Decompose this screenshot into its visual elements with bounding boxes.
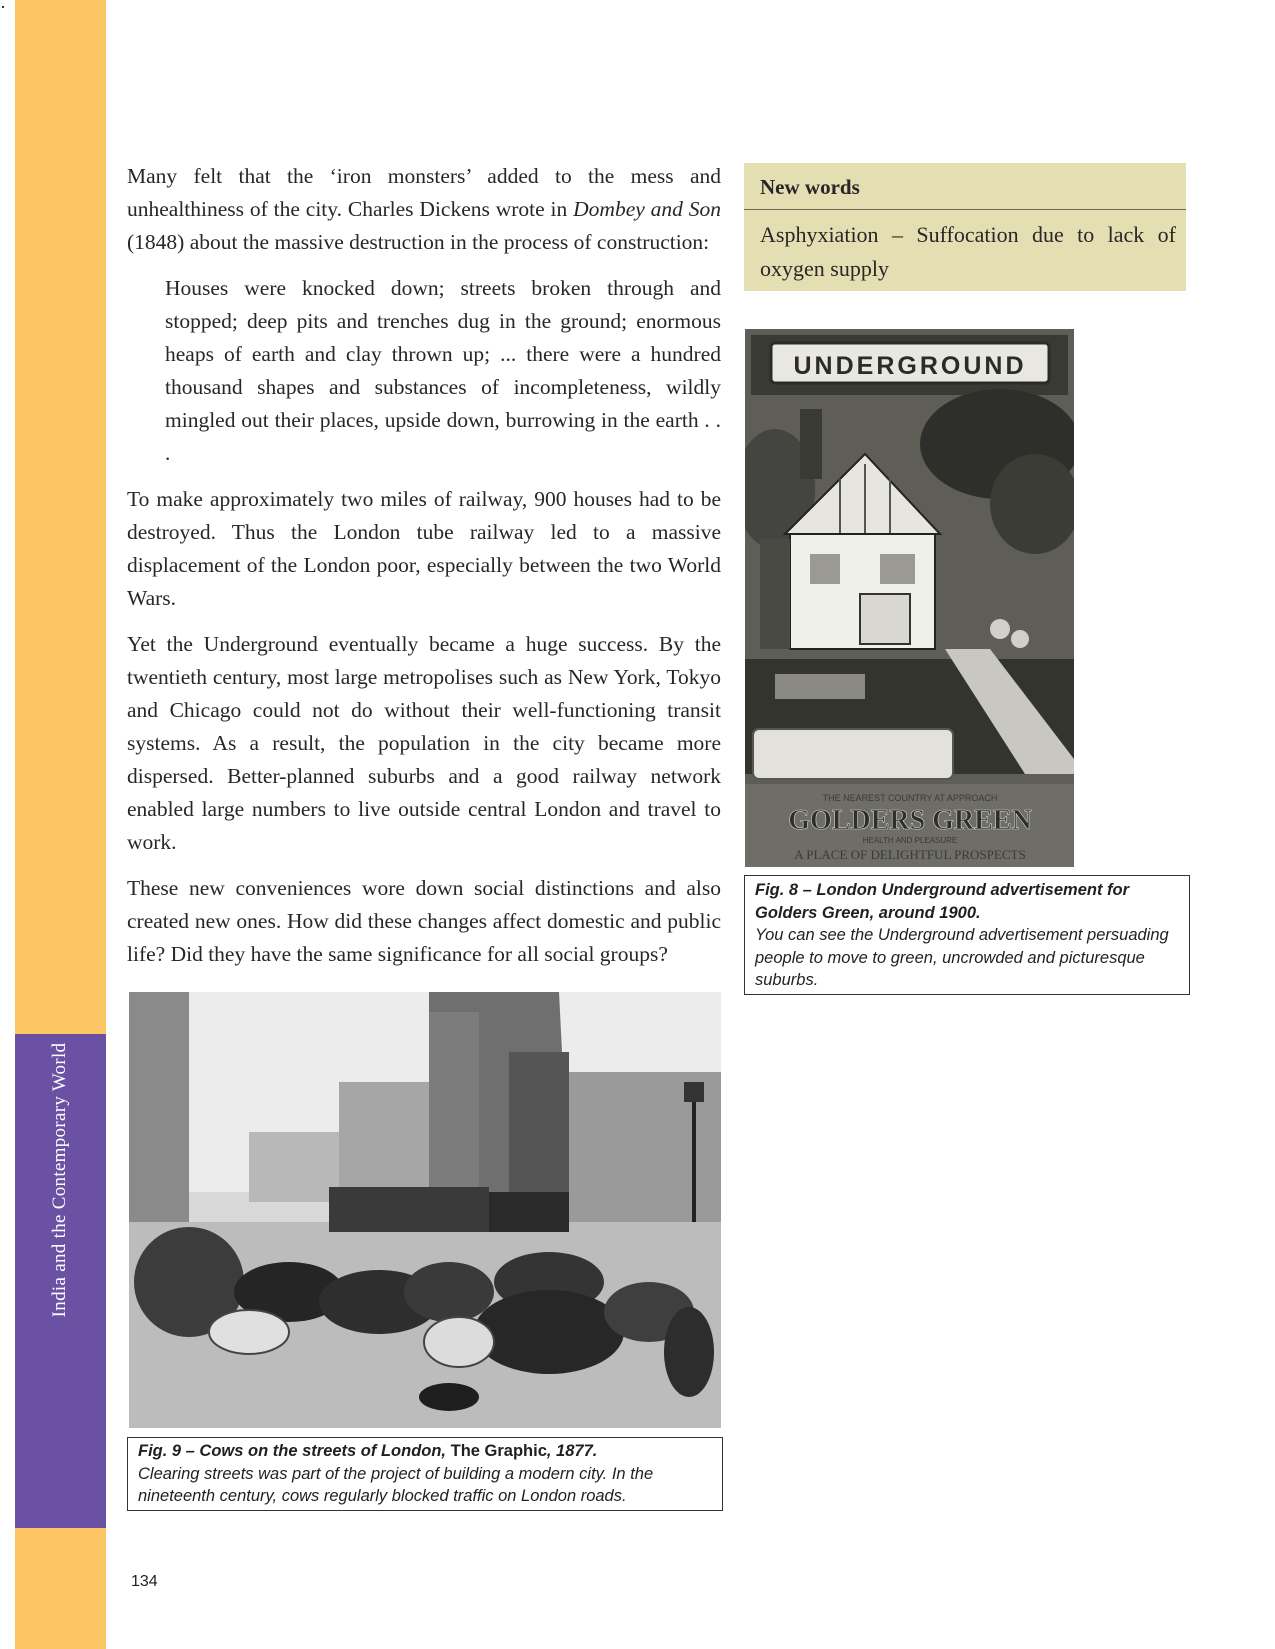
fig8-underground-poster — [745, 329, 1074, 867]
new-words-divider — [744, 209, 1186, 210]
poster-sub-line: HEALTH AND PLEASURE — [862, 836, 958, 845]
new-words-heading: New words — [760, 175, 860, 199]
fig8-illustration — [745, 329, 1074, 867]
fig8-caption-text — [755, 924, 1181, 992]
paragraph-1-end: (1848) about the massive destruction in the process of construction: — [127, 230, 710, 254]
fig9-cows-engraving — [129, 992, 721, 1428]
main-text — [127, 160, 721, 984]
poster-top-line: THE NEAREST COUNTRY AT APPROACH — [822, 793, 998, 803]
fig9-caption-source: The Graphic — [450, 1442, 547, 1460]
fig8-caption — [744, 875, 1190, 995]
fig9-caption-title — [138, 1440, 714, 1463]
paragraph-2: To make approximately two miles of railway, 900 houses had to be destroyed. Thus the London tube railway led to a massive displacement of the London poor, especially between the two World Wars. — [127, 487, 721, 610]
paragraph-1-start: Many felt that the ‘iron monsters’ added to the mess and unhealthiness of the city. Charles Dickens wrote in — [127, 164, 721, 221]
fig9-caption-title-end: , 1877. — [546, 1442, 598, 1460]
paragraph-3: Yet the Underground eventually became a huge success. By the twentieth century, most large metropolises such as New York, Tokyo and Chicago could not do without their well-functioning transit systems. As a result, the population in the city became more dispersed. Better-planned suburbs and a good railway network enabled large numbers to live outside central London and travel to work. — [127, 632, 721, 854]
dickens-quote: Houses were knocked down; streets broken through and stopped; deep pits and trenches dug in the ground; enormous heaps of earth and clay thrown up; ... there were a hundred thousand shapes and substances of incompleteness, wildly mingled out their places, upside down, burrowing in the earth . . . — [165, 276, 721, 465]
new-words-box — [744, 163, 1186, 291]
poster-banner-text: UNDERGROUND — [793, 352, 1027, 380]
book-title: Dombey and Son — [573, 197, 722, 221]
fig8-caption-title-text: Fig. 8 – London Underground advertisement for Golders Green, around 1900. — [755, 881, 1130, 922]
new-words-definition: Asphyxiation – Suffocation due to lack of oxygen supply — [760, 222, 1176, 281]
sidebar-title-text: India and the Contemporary World — [49, 1042, 70, 1318]
fig8-caption-title — [755, 879, 1181, 924]
crop-mark — [2, 6, 4, 8]
fig9-caption-body: Clearing streets was part of the project of building a modern city. In the nineteenth century, cows regularly blocked traffic on London roads. — [138, 1464, 654, 1505]
page-number: 134 — [131, 1573, 158, 1590]
poster-bottom-line: A PLACE OF DELIGHTFUL PROSPECTS — [794, 847, 1026, 862]
fig8-caption-body: You can see the Underground advertisement persuading people to move to green, uncrowded and picturesque suburbs. — [755, 926, 1169, 989]
fig9-caption-text — [138, 1463, 714, 1508]
poster-place-name: GOLDERS GREEN — [788, 805, 1032, 836]
fig9-caption — [127, 1437, 723, 1511]
paragraph-1 — [127, 160, 721, 259]
fig9-illustration — [129, 992, 721, 1428]
paragraph-4: These new conveniences wore down social distinctions and also created new ones. How did these changes affect domestic and public life? Did they have the same significance for all social groups? — [127, 876, 721, 966]
fig9-caption-title-start: Fig. 9 – Cows on the streets of London, — [138, 1442, 451, 1460]
